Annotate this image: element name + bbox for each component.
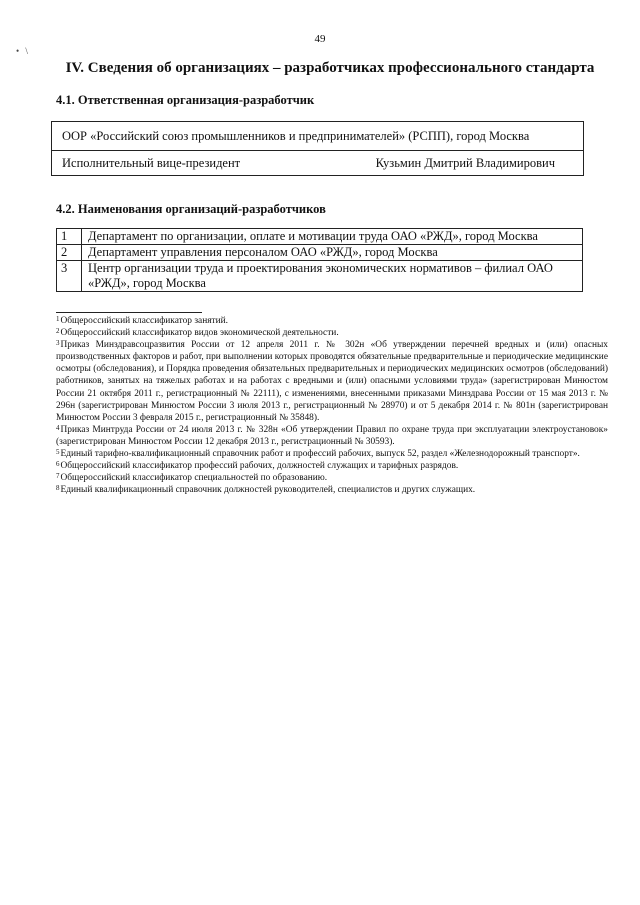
margin-marks: • \ [16, 46, 30, 56]
footnote [56, 315, 608, 327]
row-number: 3 [57, 261, 82, 292]
responsible-org-table [51, 121, 584, 176]
footnotes [56, 315, 608, 496]
footnote-divider [56, 312, 202, 313]
footnote [56, 484, 608, 496]
footnote [56, 339, 608, 424]
table-row [52, 122, 584, 151]
footnote-text: Единый тарифно-квалификационный справочник работ и профессий рабочих, выпуск 52, раздел «Железнодорожный транспорт». [60, 449, 580, 460]
table-row [57, 245, 583, 261]
org-name: Центр организации труда и проектирования экономических нормативов – филиал ОАО «РЖД», город Москва [82, 261, 583, 292]
row-number: 2 [57, 245, 82, 261]
footnote-mark: 4 [56, 423, 60, 432]
developer-orgs-heading: 4.2. Наименования организаций-разработчиков [56, 202, 326, 216]
footnote-mark: 7 [56, 472, 60, 481]
signatory-position: Исполнительный вице-президент [62, 155, 241, 170]
footnote [56, 472, 608, 484]
table-row [57, 229, 583, 245]
responsible-org-name: ООР «Российский союз промышленников и предпринимателей» (РСПП), город Москва [52, 122, 584, 151]
footnote-text: Общероссийский классификатор специальностей по образованию. [60, 473, 328, 484]
footnote-mark: 6 [56, 460, 60, 469]
footnote-mark: 3 [56, 339, 60, 348]
org-name: Департамент управления персоналом ОАО «РЖД», город Москва [82, 245, 583, 261]
developer-orgs-table [56, 228, 583, 292]
page-number: 49 [314, 33, 326, 45]
footnote-mark: 2 [56, 327, 60, 336]
footnote [56, 327, 608, 339]
footnote-text: Единый квалификационный справочник должностей руководителей, специалистов и других служащих. [60, 485, 476, 496]
footnote-text: Общероссийский классификатор видов экономической деятельности. [60, 328, 339, 339]
signatory [62, 156, 573, 171]
footnote [56, 448, 608, 460]
footnote-text: Общероссийский классификатор занятий. [60, 316, 228, 326]
footnote-text: Общероссийский классификатор профессий рабочих, должностей служащих и тарифных разрядов. [60, 461, 459, 472]
responsible-org-heading: 4.1. Ответственная организация-разработчик [56, 93, 315, 107]
signatory-person: Кузьмин Дмитрий Владимирович [375, 155, 555, 170]
org-name: Департамент по организации, оплате и мотивации труда ОАО «РЖД», город Москва [82, 229, 583, 245]
table-row [52, 151, 584, 176]
footnote [56, 424, 608, 448]
footnote-mark: 5 [56, 448, 60, 457]
footnote-text: Приказ Минздравсоцразвития России от 12 апреля 2011 г. № 302н «Об утверждении перечней вредных и (или) опасных производственных факторов и работ, при выполнении которых проводятся обязательные предварительные и периодические медицинские осмотры (обследования), и Порядка проведения обязательных предварительных и периодических медицинских осмотров (обследований) работников, занятых на тяжелых работах и на работах с вредными и (или) опасными условиями труда» (зарегистрирован Минюстом России 21 октября 2011 г., регистрационный № 22111), с изменениями, внесенными приказами Минздрава России от 15 мая 2013 г. № 296н (зарегистрирован Минюстом России 3 июля 2013 г., регистрационный № 28970) и от 5 декабря 2014 г. № 801н (зарегистрирован Минюстом России 3 февраля 2015 г., регистрационный № 35848). [56, 340, 608, 423]
table-row [57, 261, 583, 292]
footnote-text: Приказ Минтруда России от 24 июля 2013 г. № 328н «Об утверждении Правил по охране труда при эксплуатации электроустановок» (зарегистрирован Минюстом России 12 декабря 2013 г., регистрационный № 30593). [56, 424, 608, 447]
footnote-mark: 1 [56, 315, 60, 323]
footnote [56, 460, 608, 472]
footnote-mark: 8 [56, 484, 60, 493]
section-title: IV. Сведения об организациях – разработчиках профессионального стандарта [65, 60, 595, 76]
row-number: 1 [57, 229, 82, 245]
